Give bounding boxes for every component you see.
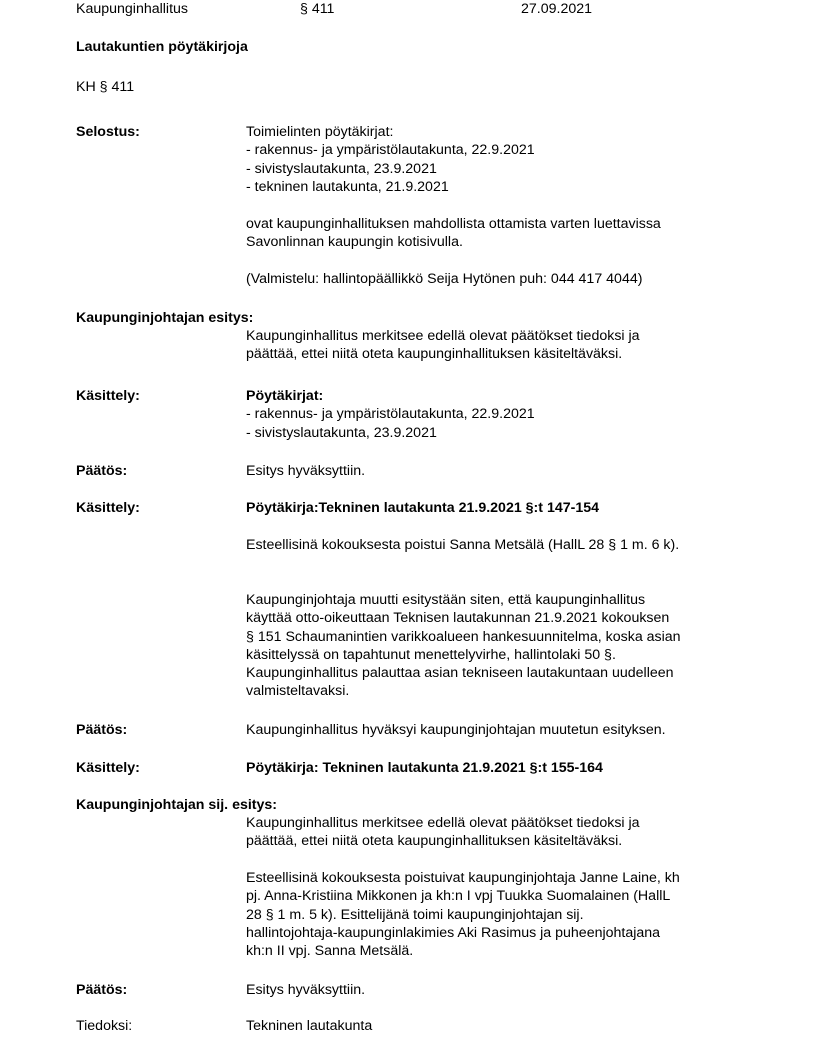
esitys-line: päättää, ettei niitä oteta kaupunginhallituksen käsiteltäväksi. xyxy=(246,346,623,363)
sij-esitys-label: Kaupunginjohtajan sij. esitys: xyxy=(76,797,278,813)
kasittely2-line: käsittelyssä on tapahtunut menettelyvirhe, hallintolaki 50 §. xyxy=(246,646,616,663)
kasittely1-label: Käsittely: xyxy=(76,388,140,404)
kasittely2-line: käyttää otto-oikeuttaan Teknisen lautakunnan 21.9.2021 kokouksen xyxy=(246,610,670,627)
sij-esitys-line: päättää, ettei niitä oteta kaupunginhallituksen käsiteltäväksi. xyxy=(246,833,623,850)
selostus-label: Selostus: xyxy=(76,124,140,140)
selostus-line: - tekninen lautakunta, 21.9.2021 xyxy=(246,178,449,195)
sij-esitys-absent-line: 28 § 1 m. 5 k). Esittelijänä toimi kaupunginjohtajan sij. xyxy=(246,906,584,923)
kasittely3-label: Käsittely: xyxy=(76,760,140,776)
preparer-note xyxy=(246,270,766,288)
sij-esitys-absent-line: Esteellisinä kokouksesta poistuivat kaupunginjohtaja Janne Laine, kh xyxy=(246,870,680,886)
paatos2-text xyxy=(246,721,766,739)
selostus-para-line: Savonlinnan kaupungin kotisivulla. xyxy=(246,234,463,251)
kasittely2-line: Kaupunginhallitus palauttaa asian tekniseen lautakuntaan uudelleen xyxy=(246,665,674,682)
sij-esitys-absent-line: kh:n II vpj. Sanna Metsälä. xyxy=(246,943,414,960)
tiedoksi-label: Tiedoksi: xyxy=(76,1018,133,1034)
kasittely1-text xyxy=(246,387,766,442)
tiedoksi-text xyxy=(246,1017,766,1035)
sij-esitys-absent xyxy=(246,869,766,960)
paatos3-label: Päätös: xyxy=(76,982,128,998)
paatos3-line: Esitys hyväksyttiin. xyxy=(246,982,366,998)
paatos1-label: Päätös: xyxy=(76,463,128,479)
selostus-line: - sivistyslautakunta, 23.9.2021 xyxy=(246,160,437,177)
sij-esitys-absent-line: pj. Anna-Kristiina Mikkonen ja kh:n I vpj Tuukka Suomalainen (HallL xyxy=(246,888,671,905)
esitys-label: Kaupunginjohtajan esitys: xyxy=(76,310,254,326)
kasittely2-heading-block xyxy=(246,499,766,517)
kasittely2-label: Käsittely: xyxy=(76,500,140,516)
header-section: § 411 xyxy=(300,1,335,17)
kasittely1-heading: Pöytäkirjat: xyxy=(246,388,324,404)
kasittely2-line: Kaupunginjohtaja muutti esitystään siten, että kaupunginhallitus xyxy=(246,592,646,608)
tiedoksi-line: Tekninen lautakunta xyxy=(246,1018,373,1034)
kasittely2-line: § 151 Schaumanintien varikkoalueen hankesuunnitelma, koska asian xyxy=(246,628,681,645)
kasittely3-heading-block xyxy=(246,759,766,777)
kasittely1-line: - rakennus- ja ympäristölautakunta, 22.9.2021 xyxy=(246,406,535,423)
paatos2-label: Päätös: xyxy=(76,722,128,738)
selostus-text xyxy=(246,123,766,196)
kasittely2-absent xyxy=(246,536,766,554)
header-date: 27.09.2021 xyxy=(521,1,593,17)
selostus-para-line: ovat kaupunginhallituksen mahdollista ottamista varten luettavissa xyxy=(246,216,661,232)
kasittely2-line: valmisteltavaksi. xyxy=(246,683,350,700)
sij-esitys-absent-line: hallintojohtaja-kaupunginlakimies Aki Rasimus ja puheenjohtajana xyxy=(246,924,661,941)
preparer-line: (Valmistelu: hallintopäällikkö Seija Hytönen puh: 044 417 4044) xyxy=(246,271,643,287)
header-body: Kaupunginhallitus xyxy=(76,1,189,17)
paatos1-text xyxy=(246,462,766,480)
kasittely2-absent-line: Esteellisinä kokouksesta poistui Sanna Metsälä (HallL 28 § 1 m. 6 k). xyxy=(246,537,680,553)
esitys-line: Kaupunginhallitus merkitsee edellä olevat päätökset tiedoksi ja xyxy=(246,328,640,344)
selostus-line: Toimielinten pöytäkirjat: xyxy=(246,124,394,140)
paatos3-text xyxy=(246,981,766,999)
kasittely2-heading: Pöytäkirja:Tekninen lautakunta 21.9.2021 §:t 147-154 xyxy=(246,500,600,516)
kasittely1-line: - sivistyslautakunta, 23.9.2021 xyxy=(246,424,437,441)
selostus-paragraph xyxy=(246,215,766,252)
sij-esitys-text xyxy=(246,814,766,851)
paatos1-line: Esitys hyväksyttiin. xyxy=(246,463,366,479)
kasittely3-heading: Pöytäkirja: Tekninen lautakunta 21.9.2021 §:t 155-164 xyxy=(246,760,603,776)
sij-esitys-line: Kaupunginhallitus merkitsee edellä olevat päätökset tiedoksi ja xyxy=(246,815,640,831)
paatos2-line: Kaupunginhallitus hyväksyi kaupunginjohtajan muutetun esityksen. xyxy=(246,722,666,738)
document-title: Lautakuntien pöytäkirjoja xyxy=(76,39,248,55)
reference: KH § 411 xyxy=(76,79,135,95)
selostus-line: - rakennus- ja ympäristölautakunta, 22.9.2021 xyxy=(246,142,535,159)
esitys-text xyxy=(246,327,766,364)
kasittely2-text xyxy=(246,591,766,701)
